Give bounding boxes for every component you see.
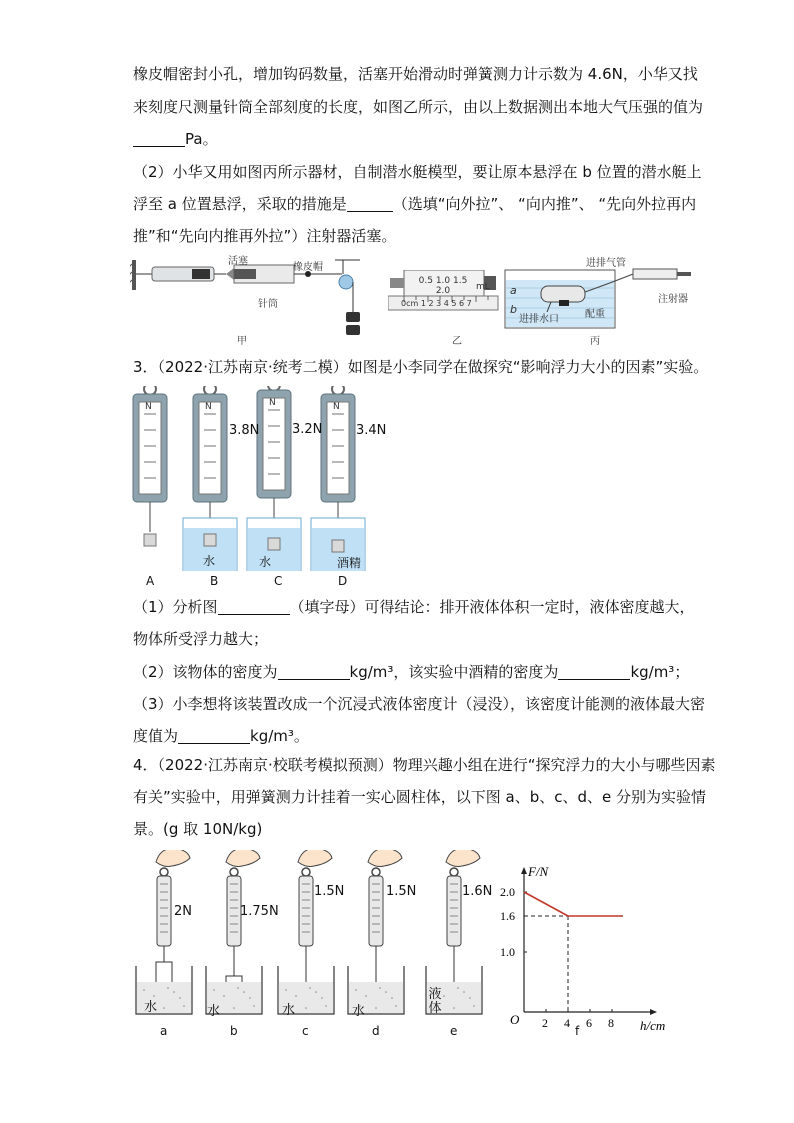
reading-d: 3.4N bbox=[356, 423, 387, 438]
x-tick-label: 4 bbox=[564, 1016, 570, 1030]
syringe-scale: 0.5 1.0 1.5 2.0 bbox=[418, 276, 468, 296]
answer-blank[interactable] bbox=[178, 727, 250, 744]
scale-unit: N bbox=[333, 402, 340, 412]
scale-unit: N bbox=[205, 402, 212, 412]
chart-f bbox=[490, 862, 690, 1042]
y-tick-label: 1.6 bbox=[500, 909, 515, 923]
label-piston: 活塞 bbox=[228, 256, 248, 267]
reading-b: 1.75N bbox=[240, 904, 279, 919]
series-segment bbox=[524, 892, 568, 916]
liquid-a: 水 bbox=[144, 1000, 158, 1015]
caption-b: b bbox=[230, 1024, 238, 1038]
label-weight: 配重 bbox=[585, 309, 605, 320]
x-axis-label: h/cm bbox=[640, 1018, 666, 1033]
reading-c: 1.5N bbox=[314, 884, 345, 899]
q4-line3: 景。(g 取 10N/kg) bbox=[133, 820, 263, 838]
answer-blank[interactable] bbox=[218, 598, 290, 615]
x-tick-label: 8 bbox=[608, 1016, 614, 1030]
y-axis-label: F/N bbox=[528, 864, 549, 879]
reading-c: 3.2N bbox=[292, 422, 323, 437]
q3-part1-cont: 物体所受浮力越大； bbox=[133, 630, 269, 648]
q3-part3: （3）小李想将该装置改成一个沉浸式液体密度计（浸没），该密度计能测的液体最大密 bbox=[133, 695, 706, 713]
caption-D: D bbox=[338, 574, 348, 588]
caption-A: A bbox=[146, 574, 155, 588]
answer-blank[interactable] bbox=[278, 663, 350, 680]
liquid-b: 水 bbox=[207, 1004, 221, 1019]
y-axis-arrow bbox=[521, 867, 527, 874]
label-tube: 进排气管 bbox=[586, 258, 626, 269]
q3-part3-cont: 度值为 kg/m³。 bbox=[133, 727, 309, 745]
scale-unit: N bbox=[145, 402, 152, 412]
liquid-d: 水 bbox=[352, 1004, 366, 1019]
label-b: b bbox=[510, 303, 517, 316]
caption-bing: 丙 bbox=[590, 336, 600, 347]
liquid-b: 水 bbox=[203, 554, 216, 568]
answer-blank[interactable] bbox=[133, 130, 185, 147]
reading-a: 2N bbox=[174, 904, 192, 919]
q2-text-line1: 橡皮帽密封小孔，增加钩码数量，活塞开始滑动时弹簧测力计示数为 4.6N，小华又找 bbox=[133, 65, 698, 83]
reading-b: 3.8N bbox=[229, 423, 260, 438]
x-axis-arrow bbox=[650, 1009, 657, 1015]
q3-intro: 3．（2022·江苏南京·统考二模）如图是小李同学在做探究“影响浮力大小的因素”实验。 bbox=[133, 358, 709, 376]
label-syringe: 注射器 bbox=[658, 294, 688, 305]
caption-e: e bbox=[450, 1024, 458, 1038]
label-barrel: 针筒 bbox=[258, 299, 278, 310]
q2-text-line2: 来刻度尺测量针筒全部刻度的长度，如图乙所示，由以上数据测出本地大气压强的值为 bbox=[133, 98, 704, 116]
caption-B: B bbox=[210, 574, 219, 588]
q3-part2: （2）该物体的密度为 kg/m³，该实验中酒精的密度为 kg/m³； bbox=[133, 663, 690, 681]
q2-part2-line2: 浮至 a 位置悬浮，采取的措施是 （选填“向外拉”、 “向内推”、 “先向外拉再内 bbox=[133, 195, 697, 213]
label-port: 进排水口 bbox=[519, 314, 559, 325]
caption-jia: 甲 bbox=[237, 336, 247, 347]
q2-part2-line1: （2）小华又用如图丙所示器材，自制潜水艇模型，要让原本悬浮在 b 位置的潜水艇上 bbox=[133, 163, 702, 181]
q2-part2-line3: 推”和“先向内推再外拉”）注射器活塞。 bbox=[133, 227, 397, 245]
q4-line1: 4．（2022·江苏南京·校联考模拟预测）物理兴趣小组在进行“探究浮力的大小与哪些因素 bbox=[133, 756, 716, 774]
liquid-e: 液体 bbox=[428, 987, 442, 1016]
scale-unit: N bbox=[269, 398, 276, 408]
ruler-scale: 0cm 1 2 3 4 5 6 7 bbox=[401, 299, 472, 308]
caption-C: C bbox=[274, 574, 283, 588]
x-tick-label: 6 bbox=[586, 1016, 592, 1030]
figure-q4-experiments bbox=[128, 850, 498, 1025]
q2-text-line3: Pa。 bbox=[133, 128, 218, 150]
caption-yi: 乙 bbox=[452, 336, 462, 347]
reading-d: 1.5N bbox=[386, 884, 417, 899]
caption-c: c bbox=[302, 1024, 309, 1038]
label-a: a bbox=[510, 284, 517, 297]
caption-a: a bbox=[160, 1024, 168, 1038]
figure-jia bbox=[130, 252, 370, 347]
liquid-d: 酒精 bbox=[337, 556, 362, 570]
q4-line2: 有关”实验中，用弹簧测力计挂着一实心圆柱体，以下图 a、b、c、d、e 分别为实验情 bbox=[133, 788, 707, 806]
label-rubber-cap: 橡皮帽 bbox=[293, 262, 323, 273]
liquid-c: 水 bbox=[282, 1003, 296, 1018]
answer-blank[interactable] bbox=[347, 195, 393, 212]
answer-blank[interactable] bbox=[558, 663, 630, 680]
x-tick-label: 2 bbox=[542, 1016, 548, 1030]
caption-d: d bbox=[372, 1024, 380, 1038]
origin-label: O bbox=[510, 1012, 520, 1027]
y-tick-label: 1.0 bbox=[500, 945, 515, 959]
q3-part1: （1）分析图 （填字母）可得结论：排开液体体积一定时，液体密度越大， bbox=[133, 598, 695, 616]
y-tick-label: 2.0 bbox=[500, 885, 515, 899]
syringe-unit: mL bbox=[476, 282, 490, 292]
reading-e: 1.6N bbox=[462, 884, 493, 899]
figure-q3-scales bbox=[128, 386, 398, 571]
liquid-c: 水 bbox=[259, 555, 272, 569]
caption-f: f bbox=[575, 1024, 580, 1038]
